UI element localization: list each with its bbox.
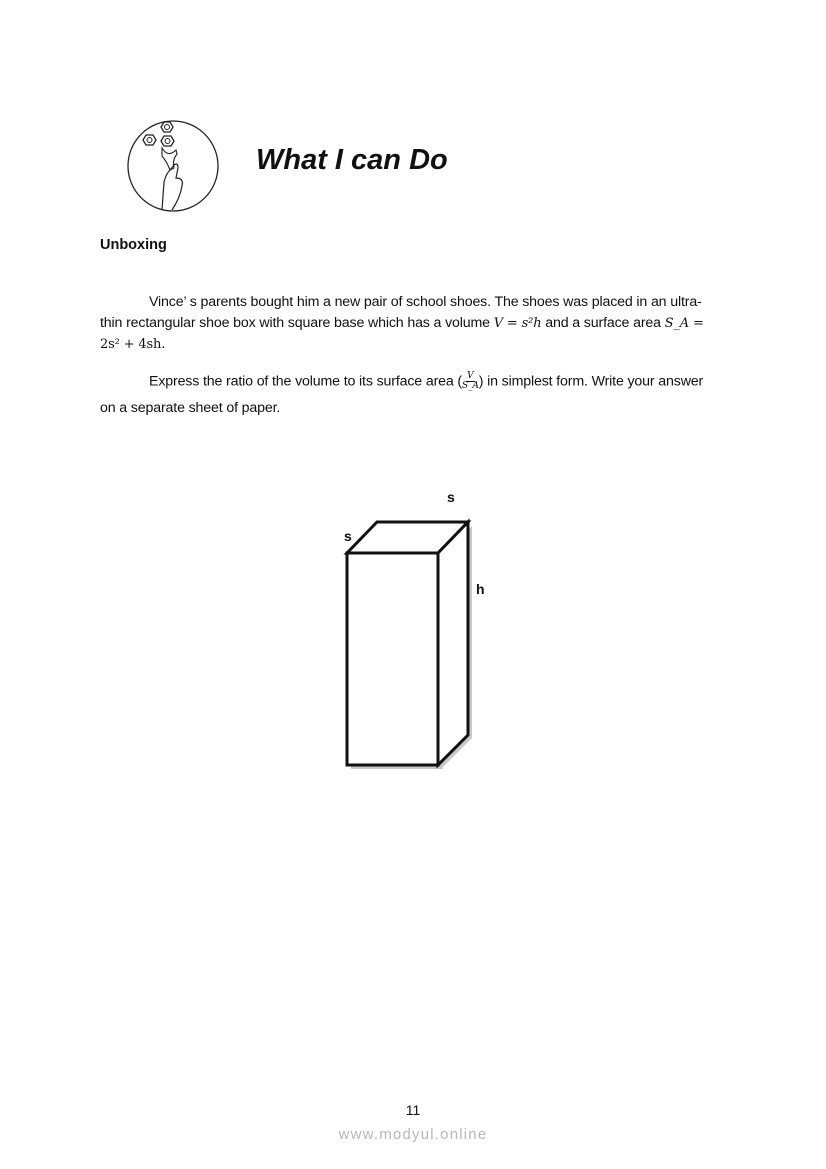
ratio-fraction [462, 372, 479, 391]
hand-wrench-nuts-icon [126, 118, 220, 214]
text: ) in simplest form. Write your answer [478, 373, 704, 390]
section-heading: Unboxing [100, 237, 167, 253]
label-height-h: h [476, 581, 485, 597]
box-side-face [438, 522, 468, 765]
page-title: What I can Do [256, 144, 448, 176]
text: and a surface area [541, 315, 665, 331]
fraction-numerator: V [467, 371, 474, 381]
rectangular-box-figure [330, 510, 490, 780]
box-front-face [347, 553, 438, 765]
paragraph2-line2: on a separate sheet of paper. [100, 400, 281, 416]
paragraph1-line2 [100, 315, 704, 331]
label-side-s: s [344, 528, 352, 544]
paragraph1-line1: Vince’ s parents bought him a new pair of school shoes. The shoes was placed in an ultra- [149, 294, 702, 310]
text: thin rectangular shoe box with square base which has a volume [100, 315, 494, 331]
fraction-denominator: S_A [462, 381, 479, 391]
surface-area-formula-rhs: 2s² + 4sh. [100, 337, 166, 352]
page-number: 11 [405, 1102, 421, 1118]
paragraph2-line1 [149, 372, 703, 391]
label-top-s: s [447, 489, 455, 505]
volume-formula: V = s²h [493, 316, 542, 331]
text: Express the ratio of the volume to its surface area ( [149, 373, 462, 390]
watermark: www.modyul.online [338, 1126, 488, 1143]
surface-area-formula-lhs: S_A = [664, 316, 704, 331]
